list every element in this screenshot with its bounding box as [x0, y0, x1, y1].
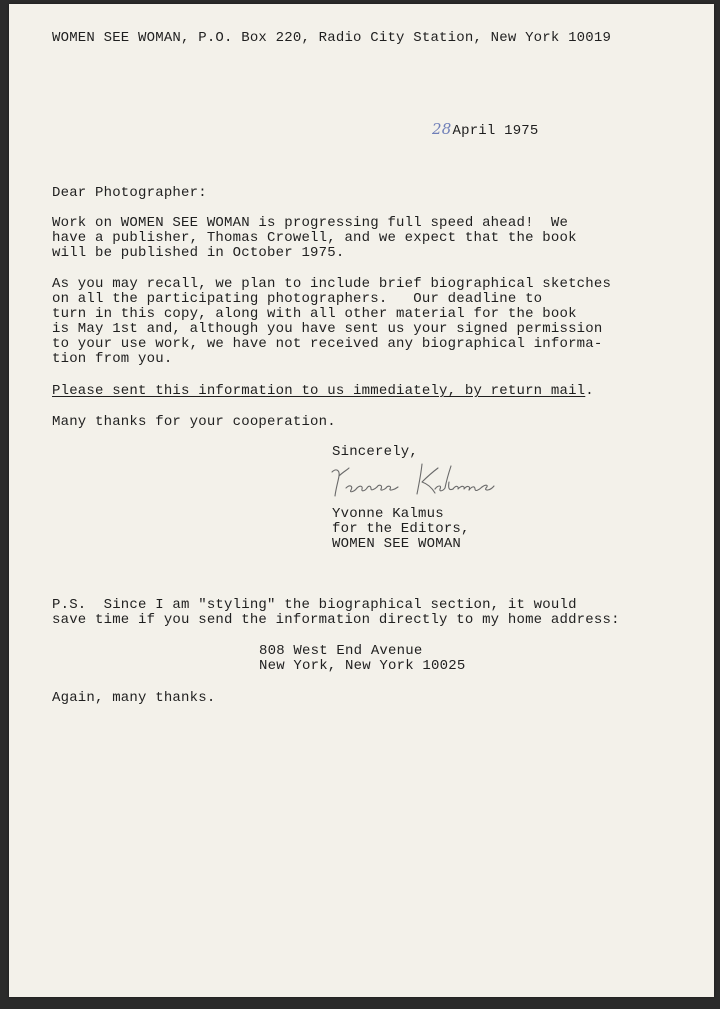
- letterhead: WOMEN SEE WOMAN, P.O. Box 220, Radio City Station, New York 10019: [52, 30, 612, 46]
- salutation: Dear Photographer:: [52, 185, 207, 201]
- handwritten-day: 28: [432, 120, 452, 138]
- typed-date: April 1975: [452, 123, 539, 139]
- home-address-city: New York, New York 10025: [259, 658, 466, 674]
- request-period: .: [585, 383, 594, 399]
- thanks-line: Many thanks for your cooperation.: [52, 414, 336, 430]
- paragraph2-line-6: tion from you.: [52, 351, 173, 367]
- signer-name: Yvonne Kalmus: [332, 506, 444, 522]
- postscript-line-2: save time if you send the information directly to my home address:: [52, 612, 620, 628]
- request-text: Please sent this information to us immediately, by return mail: [52, 383, 586, 399]
- postscript-line-1: P.S. Since I am "styling" the biographical section, it would: [52, 597, 577, 613]
- request-line: [52, 384, 594, 399]
- home-address-street: 808 West End Avenue: [259, 643, 423, 659]
- paragraph2-line-1: As you may recall, we plan to include brief biographical sketches: [52, 276, 612, 292]
- paragraph2-line-3: turn in this copy, along with all other material for the book: [52, 306, 577, 322]
- final-thanks: Again, many thanks.: [52, 690, 216, 706]
- paragraph1-line-1: Work on WOMEN SEE WOMAN is progressing full speed ahead! We: [52, 215, 569, 231]
- signer-organization: WOMEN SEE WOMAN: [332, 536, 462, 552]
- signature-image: [326, 458, 511, 506]
- paragraph2-line-5: to your use work, we have not received any biographical informa-: [52, 336, 603, 352]
- letter-date: [432, 122, 539, 139]
- paragraph2-line-4: is May 1st and, although you have sent us your signed permission: [52, 321, 603, 337]
- signer-role: for the Editors,: [332, 521, 470, 537]
- paragraph1-line-2: have a publisher, Thomas Crowell, and we expect that the book: [52, 230, 577, 246]
- closing: Sincerely,: [332, 444, 419, 460]
- handwritten-signature: [326, 458, 511, 506]
- paragraph2-line-2: on all the participating photographers. Our deadline to: [52, 291, 543, 307]
- paragraph1-line-3: will be published in October 1975.: [52, 245, 345, 261]
